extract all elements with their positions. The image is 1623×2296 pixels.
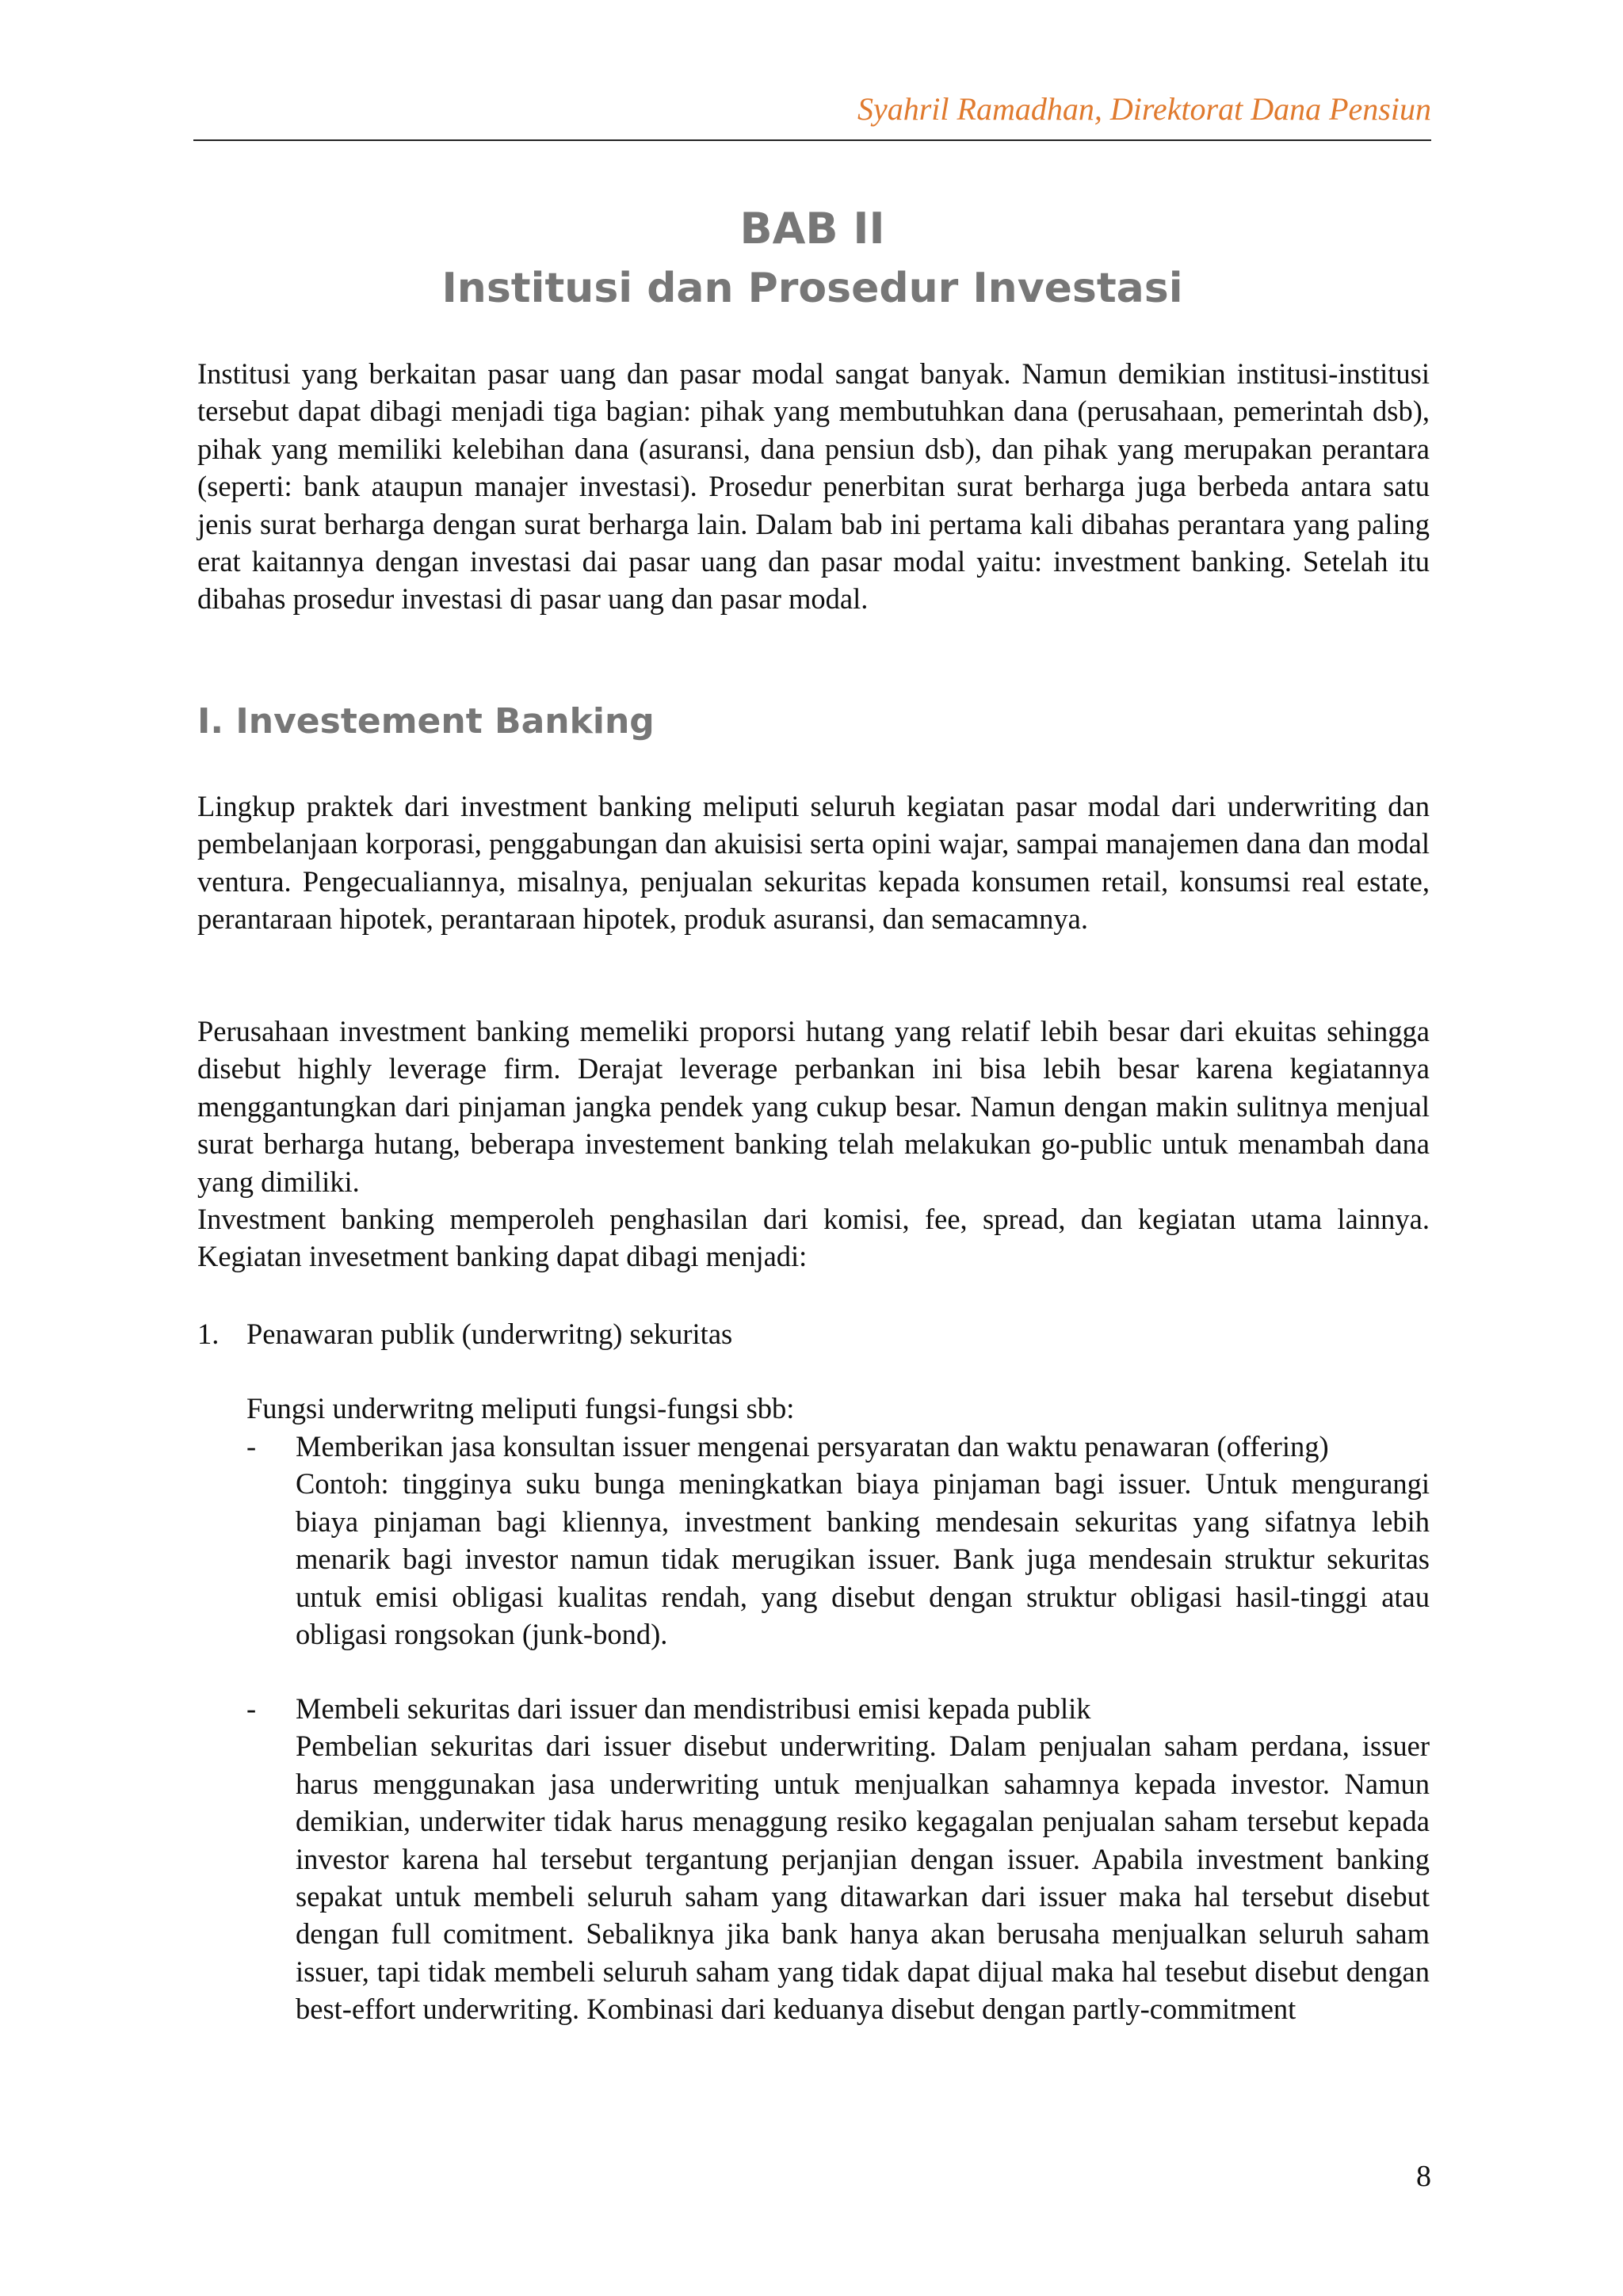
- bullet-detail: Pembelian sekuritas dari issuer disebut underwriting. Dalam penjualan saham perdana, issuer harus menggunakan jasa underwriting untuk menjualkan sahamnya kepada investor. Namun demikian, underwiter tidak harus menaggung resiko kegagalan penjualan saham tersebut kepada investor karena hal tersebut tergantung perjanjian dengan issuer. Apabila investment banking sepakat untuk membeli seluruh saham yang ditawarkan dari issuer maka hal tersebut disebut dengan full comitment. Sebaliknya jika bank hanya akan berusaha menjualkan seluruh saham issuer, tapi tidak membeli seluruh saham yang tidak dapat dijual maka hal tesebut disebut dengan best-effort underwriting. Kombinasi dari keduanya disebut dengan partly-commitment: [296, 1730, 1430, 2026]
- section-paragraph-1: [197, 788, 1430, 938]
- bullet-dash: -: [246, 1692, 257, 1725]
- bullet-text: Membeli sekuritas dari issuer dan mendistribusi emisi kepada publik: [296, 1692, 1091, 1725]
- list-item-title: Penawaran publik (underwritng) sekuritas: [246, 1318, 733, 1350]
- page-number: 8: [1416, 2160, 1431, 2193]
- paragraph-text: Investment banking memperoleh penghasilan dari komisi, fee, spread, dan kegiatan utama lainnya. Kegiatan invesetment banking dapat dibagi menjadi:: [197, 1203, 1430, 1273]
- running-header: Syahril Ramadhan, Direktorat Dana Pensiun: [857, 91, 1431, 127]
- paragraph-text: Lingkup praktek dari investment banking meliputi seluruh kegiatan pasar modal dari underwriting dan pembelanjaan korporasi, penggabungan dan akuisisi serta opini wajar, sampai manajemen dana dan modal ventura. Pengecualiannya, misalnya, penjualan sekuritas kepada konsumen retail, konsumsi real estate, perantaraan hipotek, perantaraan hipotek, produk asuransi, dan semacamnya.: [197, 790, 1430, 936]
- bullet-dash: -: [246, 1430, 257, 1463]
- bullet-detail: Contoh: tingginya suku bunga meningkatkan biaya pinjaman bagi issuer. Untuk mengurangi biaya pinjaman bagi kliennya, investment banking mendesain sekuritas yang sifatnya lebih menarik bagi investor namun tidak merugikan issuer. Bank juga mendesain struktur sekuritas untuk emisi obligasi kualitas rendah, yang disebut dengan struktur obligasi hasil-tinggi atau obligasi rongsokan (junk-bond).: [296, 1467, 1430, 1651]
- paragraph-text: Perusahaan investment banking memeliki proporsi hutang yang relatif lebih besar dari ekuitas sehingga disebut highly leverage firm. Derajat leverage perbankan ini bisa lebih besar karena kegiatannya menggantungkan dari pinjaman jangka pendek yang cukup besar. Namun dengan makin sulitnya menjual surat berharga hutang, beberapa investement banking telah melakukan go-public untuk menambah dana yang dimiliki.: [197, 1015, 1430, 1198]
- list-item-intro: Fungsi underwritng meliputi fungsi-fungsi sbb:: [246, 1392, 795, 1425]
- section-heading: I. Investement Banking: [197, 701, 655, 742]
- section-paragraph-2: [197, 1013, 1430, 1276]
- chapter-number: BAB II: [739, 204, 885, 254]
- intro-paragraph: [197, 355, 1430, 618]
- chapter-title: Institusi dan Prosedur Investasi: [441, 265, 1183, 312]
- bullet-item-1: [197, 1428, 1430, 1653]
- bullet-text: Memberikan jasa konsultan issuer mengenai persyaratan dan waktu penawaran (offering): [296, 1430, 1329, 1463]
- list-number: 1.: [197, 1318, 220, 1350]
- list-item-1: [197, 1315, 732, 1352]
- bullet-item-2: [197, 1690, 1430, 2028]
- intro-text: Institusi yang berkaitan pasar uang dan pasar modal sangat banyak. Namun demikian institusi-institusi tersebut dapat dibagi menjadi tiga bagian: pihak yang membutuhkan dana (perusahaan, pemerintah dsb), pihak yang memiliki kelebihan dana (asuransi, dana pensiun dsb), dan pihak yang merupakan perantara (seperti: bank ataupun manajer investasi). Prosedur penerbitan surat berharga juga berbeda antara satu jenis surat berharga dengan surat berharga lain. Dalam bab ini pertama kali dibahas perantara yang paling erat kaitannya dengan investasi dai pasar uang dan pasar modal yaitu: investment banking. Setelah itu dibahas prosedur investasi di pasar uang dan pasar modal.: [197, 357, 1430, 616]
- header-rule: [193, 139, 1431, 141]
